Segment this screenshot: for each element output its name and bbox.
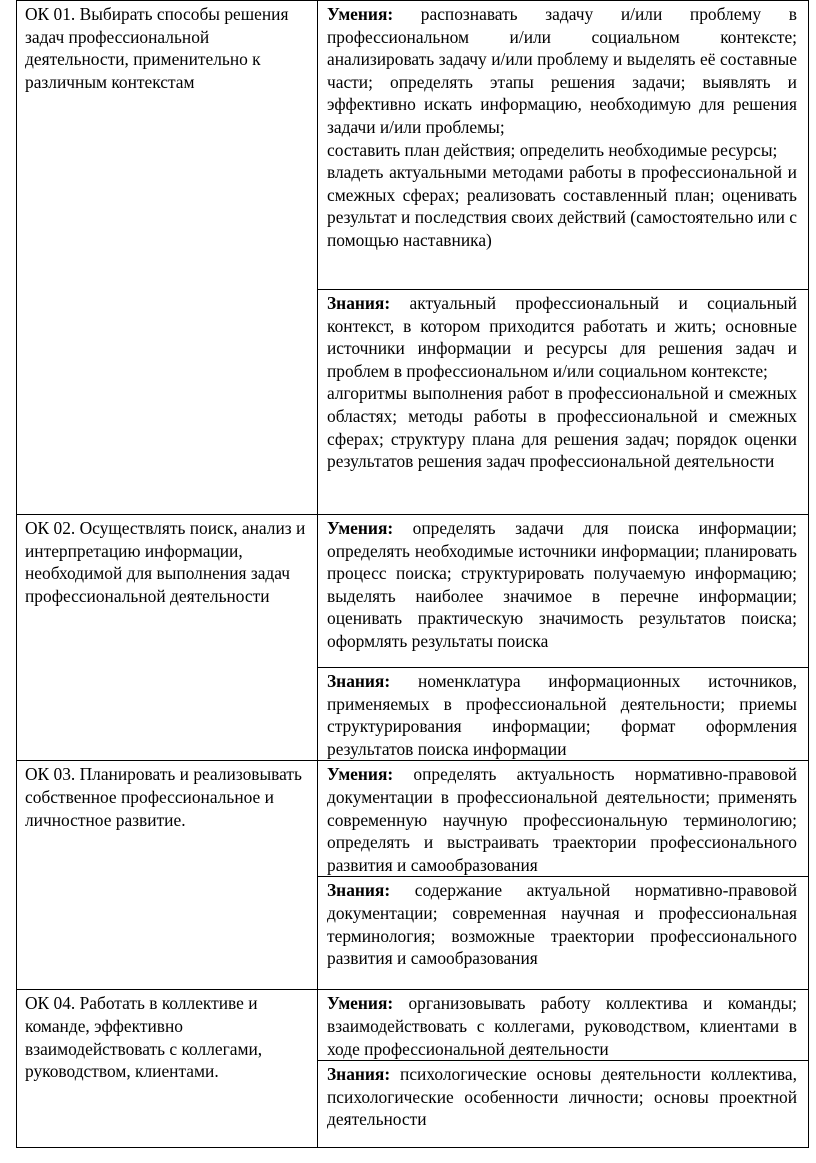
competence-cell xyxy=(17,1,318,515)
competence-text: ОК 01. Выбирать способы решения задач профессиональной деятельности, применительно к различным контекстам xyxy=(25,4,289,92)
skills-cell xyxy=(318,515,809,668)
knowledge-text: содержание актуальной нормативно-правовой документации; современная научная и профессиональная терминология; возможные траектории профессионального развития и самообразования xyxy=(327,880,797,969)
knowledge-label: Знания: xyxy=(327,880,391,901)
skills-text: распознавать задачу и/или проблему в профессиональном и/или социальном контексте; анализировать задачу и/или проблему и выделять её составные части; определять этапы решения задачи; выявлять и эффективно искать информацию, необходимую для решения задачи и/или проблемы; xyxy=(327,4,797,137)
skills-text: организовывать работу коллектива и команды; взаимодействовать с коллегами, руководством, клиентами в ходе профессиональной деятельности xyxy=(327,993,797,1059)
knowledge-label: Знания: xyxy=(327,671,391,691)
knowledge-paragraph xyxy=(327,1063,797,1131)
knowledge-text: актуальный профессиональный и социальный контекст, в котором приходится работать и жить; основные источники информации и ресурсы для решения задач и проблем в профессиональном и/или социальном контексте; xyxy=(327,293,797,381)
competence-cell xyxy=(17,990,318,1148)
skills-label: Умения: xyxy=(327,4,394,24)
competence-text: ОК 02. Осуществлять поиск, анализ и интерпретацию информации, необходимой для выполнения задач профессиональной деятельности xyxy=(25,518,306,606)
knowledge-label: Знания: xyxy=(327,1064,391,1085)
skills-paragraph xyxy=(327,992,797,1060)
skills-cell xyxy=(318,1,809,290)
skills-cell xyxy=(318,761,809,877)
knowledge-text: психологические основы деятельности коллектива, психологические особенности личности; основы проектной деятельности xyxy=(327,1064,797,1130)
knowledge-paragraph xyxy=(327,670,797,760)
competence-cell xyxy=(17,761,318,990)
knowledge-label: Знания: xyxy=(327,293,391,313)
knowledge-cell xyxy=(318,290,809,515)
skills-text: определять задачи для поиска информации; определять необходимые источники информации; планировать процесс поиска; структурировать получаемую информацию; выделять наиболее значимое в перечне информации; оценивать практическую значимость результатов поиска; оформлять результаты поиска xyxy=(327,518,797,651)
table-row xyxy=(17,515,809,668)
skills-paragraph: составить план действия; определить необходимые ресурсы; xyxy=(327,139,778,160)
knowledge-cell xyxy=(318,877,809,990)
skills-paragraph: владеть актуальными методами работы в профессиональной и смежных сферах; реализовать составленный план; оценивать результат и последствия своих действий (самостоятельно или с помощью наставника) xyxy=(327,162,797,250)
knowledge-cell xyxy=(318,1061,809,1148)
skills-text: определять актуальность нормативно-правовой документации в профессиональной деятельности; применять современную научную профессиональную терминологию; определять и выстраивать траектории профессионального развития и самообразования xyxy=(327,764,797,875)
skills-paragraph xyxy=(327,517,797,653)
skills-label: Умения: xyxy=(327,518,394,538)
knowledge-paragraph: алгоритмы выполнения работ в профессиональной и смежных областях; методы работы в профессиональной и смежных сферах; структуру плана для решения задач; порядок оценки результатов решения задач профессиональной деятельности xyxy=(327,383,797,472)
competence-cell xyxy=(17,515,318,761)
knowledge-paragraph xyxy=(327,879,797,969)
skills-paragraph xyxy=(327,763,797,876)
knowledge-text: номенклатура информационных источников, применяемых в профессиональной деятельности; приемы структурирования информации; формат оформления результатов поиска информации xyxy=(327,671,797,759)
competencies-table xyxy=(16,0,809,1148)
table-row xyxy=(17,761,809,877)
skills-cell xyxy=(318,990,809,1061)
skills-label: Умения: xyxy=(327,993,394,1014)
competence-text: ОК 03. Планировать и реализовывать собственное профессиональное и личностное развитие. xyxy=(25,764,302,830)
skills-paragraph xyxy=(327,3,797,139)
knowledge-cell xyxy=(318,668,809,761)
competence-text: ОК 04. Работать в коллективе и команде, эффективно взаимодействовать с коллегами, руководством, клиентами. xyxy=(25,993,263,1082)
knowledge-paragraph xyxy=(327,292,797,382)
table-row xyxy=(17,1,809,290)
table-row xyxy=(17,990,809,1061)
skills-label: Умения: xyxy=(327,764,394,785)
